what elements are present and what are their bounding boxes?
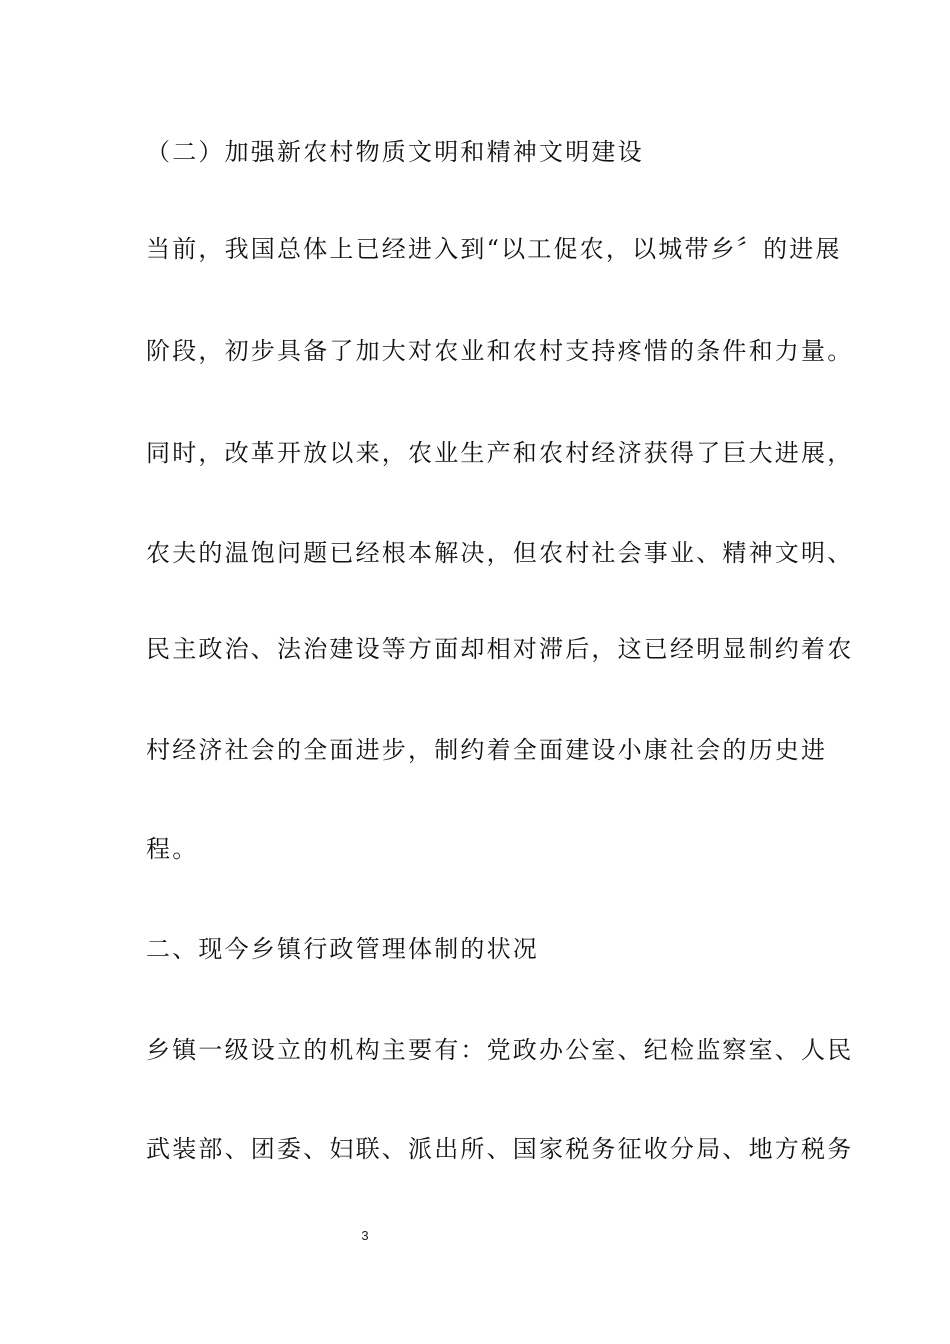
section-heading: （二）加强新农村物质文明和精神文明建设: [146, 138, 644, 166]
paragraph-line: 武装部、团委、妇联、派出所、国家税务征收分局、地方税务: [146, 1135, 854, 1163]
paragraph-line: 村经济社会的全面进步，制约着全面建设小康社会的历史进: [146, 736, 828, 764]
paragraph-line: 程。: [146, 835, 199, 863]
paragraph-line: 民主政治、法治建设等方面却相对滞后，这已经明显制约着农: [146, 635, 854, 663]
paragraph-line: 同时，改革开放以来，农业生产和农村经济获得了巨大进展，: [146, 439, 854, 467]
paragraph-line: 阶段，初步具备了加大对农业和农村支持疼惜的条件和力量。: [146, 337, 854, 365]
paragraph-line: 乡镇一级设立的机构主要有：党政办公室、纪检监察室、人民: [146, 1036, 854, 1064]
paragraph-line: 当前，我国总体上已经进入到“以工促农，以城带乡〞的进展: [146, 235, 842, 263]
page-number: 3: [361, 1228, 369, 1243]
paragraph-line: 农夫的温饱问题已经根本解决，但农村社会事业、精神文明、: [146, 539, 854, 567]
section-heading: 二、现今乡镇行政管理体制的状况: [146, 935, 539, 963]
